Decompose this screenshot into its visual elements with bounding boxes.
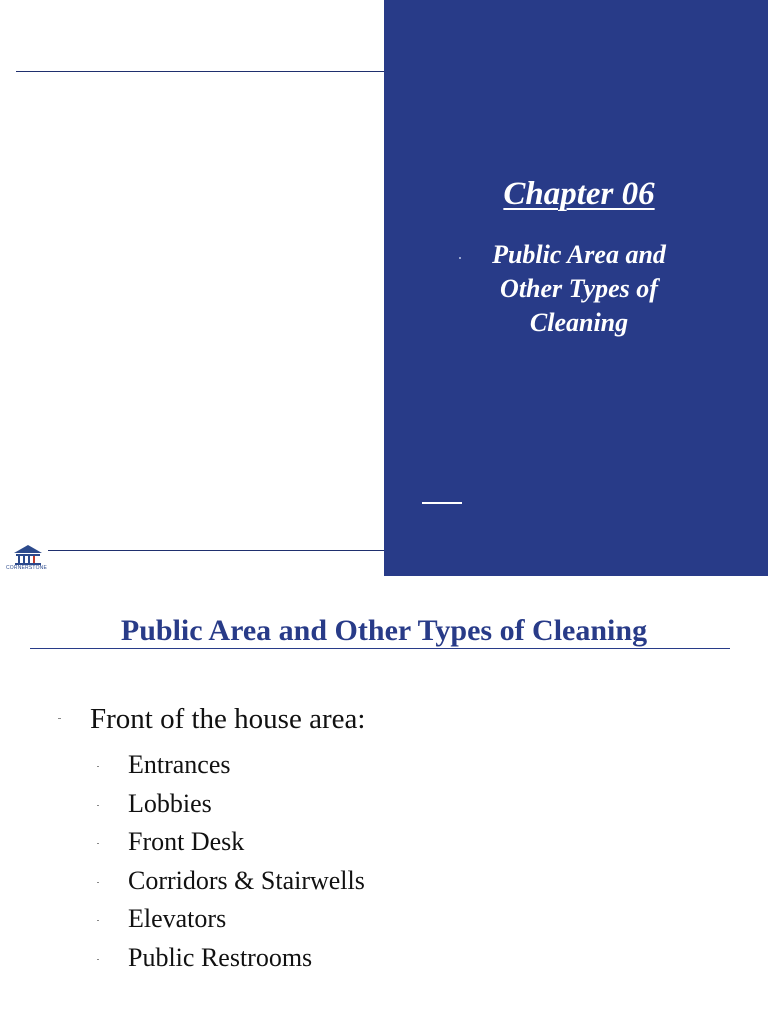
bullet-text: Lobbies [128, 788, 212, 818]
bullet-mark [97, 882, 99, 883]
bullet-mark [97, 959, 99, 960]
bullet-text: Public Restrooms [128, 942, 313, 972]
bullet-text: Front of the house area: [90, 703, 366, 735]
cornerstone-logo [6, 543, 46, 576]
list-item [0, 900, 768, 939]
content-slide [0, 592, 768, 1024]
list-item [0, 823, 768, 862]
bullet-text: Corridors & Stairwells [128, 865, 365, 895]
subtitle-line: Cleaning [529, 308, 629, 337]
list-item [0, 785, 768, 824]
list-item [0, 746, 768, 785]
chapter-subtitle [454, 238, 704, 340]
blue-title-panel [384, 0, 768, 576]
logo-text: CORNERSTONE [6, 565, 48, 571]
bullet-list [0, 692, 768, 977]
list-item [0, 862, 768, 901]
title-underline [30, 648, 730, 649]
top-rule [16, 71, 386, 72]
bullet-mark [97, 843, 99, 844]
panel-dash [422, 502, 462, 504]
list-item [0, 939, 768, 978]
chapter-title: Chapter 06 [503, 176, 655, 212]
bullet-mark [97, 920, 99, 921]
slide-title: Public Area and Other Types of Cleaning [120, 614, 648, 647]
subtitle-line: Other Types of [500, 274, 658, 303]
bullet-text: Elevators [128, 904, 227, 933]
bullet-mark [58, 718, 61, 719]
bullet-mark [97, 766, 99, 767]
bullet-text: Entrances [128, 750, 231, 779]
subtitle-line: Public Area and [492, 240, 666, 269]
list-item [0, 692, 768, 746]
bullet-mark [97, 805, 99, 806]
bullet-text: Front Desk [128, 827, 245, 856]
bottom-rule [48, 550, 386, 551]
building-icon [6, 543, 46, 567]
